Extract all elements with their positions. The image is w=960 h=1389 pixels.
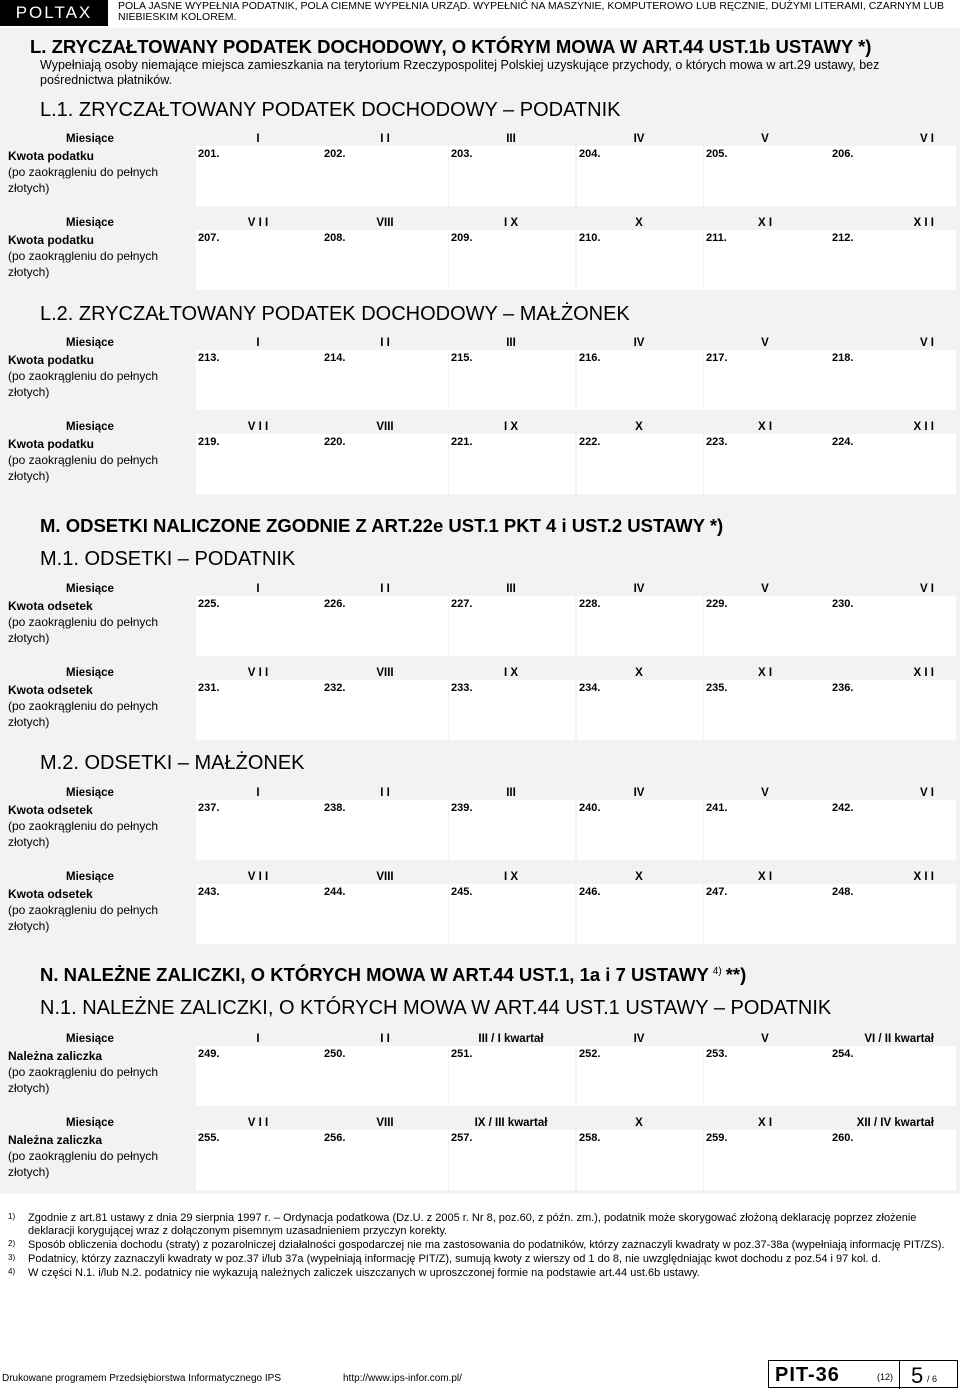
field-number: 202. — [324, 148, 346, 160]
month-header: V — [761, 1033, 769, 1045]
month-header: V I I — [247, 871, 269, 883]
amount-field[interactable] — [704, 350, 830, 410]
field-number: 254. — [832, 1048, 854, 1060]
amount-field[interactable] — [704, 884, 830, 944]
field-number: 259. — [706, 1132, 728, 1144]
amount-field[interactable] — [830, 680, 956, 740]
amount-field[interactable] — [577, 596, 703, 656]
amount-field[interactable] — [577, 350, 703, 410]
month-header: I — [256, 133, 260, 145]
field-number: 208. — [324, 232, 346, 244]
section-l2-title: L.2. ZRYCZAŁTOWANY PODATEK DOCHODOWY – MAŁŻONEK — [40, 303, 630, 325]
field-number: 238. — [324, 802, 346, 814]
month-header: I — [256, 337, 260, 349]
section-n-title — [40, 964, 746, 986]
footnote-mark: 3) — [8, 1253, 16, 1262]
field-number: 205. — [706, 148, 728, 160]
field-number: 232. — [324, 682, 346, 694]
amount-field[interactable] — [196, 1130, 322, 1190]
month-header: X I I — [913, 421, 934, 433]
field-number: 253. — [706, 1048, 728, 1060]
amount-field[interactable] — [577, 800, 703, 860]
field-number: 209. — [451, 232, 473, 244]
months-label: Miesiące — [66, 1033, 114, 1045]
amount-field[interactable] — [449, 1046, 575, 1106]
month-header: X I I — [913, 871, 934, 883]
amount-field[interactable] — [196, 680, 322, 740]
top-bar — [0, 0, 960, 26]
amount-field[interactable] — [322, 1046, 448, 1106]
field-number: 237. — [198, 802, 220, 814]
month-header: X I I — [913, 667, 934, 679]
field-number: 248. — [832, 886, 854, 898]
field-number: 226. — [324, 598, 346, 610]
footnote-ref: 4) — [712, 965, 722, 977]
month-header: I X — [503, 667, 519, 679]
amount-field[interactable] — [322, 1130, 448, 1190]
amount-field[interactable] — [196, 230, 322, 290]
field-number: 221. — [451, 436, 473, 448]
month-header: I I — [380, 133, 390, 145]
field-number: 228. — [579, 598, 601, 610]
months-label: Miesiące — [66, 871, 114, 883]
form-code: PIT-36 — [775, 1364, 840, 1386]
field-number: 243. — [198, 886, 220, 898]
rounding-note: (po zaokrągleniu do pełnych złotych) — [8, 903, 159, 933]
field-number: 215. — [451, 352, 473, 364]
amount-field[interactable] — [830, 596, 956, 656]
amount-field[interactable] — [704, 1130, 830, 1190]
month-header: IV — [633, 787, 645, 799]
field-number: 224. — [832, 436, 854, 448]
footnote-mark: 1) — [8, 1212, 16, 1221]
month-header: VIII — [376, 1117, 394, 1129]
month-header: VIII — [376, 217, 394, 229]
field-number: 251. — [451, 1048, 473, 1060]
field-number: 213. — [198, 352, 220, 364]
row-label: Kwota odsetek — [8, 683, 93, 697]
months-label: Miesiące — [66, 787, 114, 799]
amount-field[interactable] — [196, 350, 322, 410]
amount-field[interactable] — [449, 434, 575, 494]
field-number: 244. — [324, 886, 346, 898]
amount-field[interactable] — [196, 434, 322, 494]
months-label: Miesiące — [66, 421, 114, 433]
form-id-divider — [899, 1361, 900, 1389]
field-number: 239. — [451, 802, 473, 814]
month-header: III — [506, 133, 516, 145]
row-label: Kwota podatku — [8, 233, 94, 247]
field-number: 235. — [706, 682, 728, 694]
field-number: 217. — [706, 352, 728, 364]
field-number: 260. — [832, 1132, 854, 1144]
amount-field[interactable] — [577, 146, 703, 206]
month-header: IV — [633, 583, 645, 595]
months-label: Miesiące — [66, 217, 114, 229]
row-label: Kwota podatku — [8, 353, 94, 367]
amount-field[interactable] — [704, 680, 830, 740]
field-number: 212. — [832, 232, 854, 244]
amount-field[interactable] — [830, 1046, 956, 1106]
month-header: III — [506, 787, 516, 799]
section-l-description: Wypełniają osoby niemające miejsca zamieszkania na terytorium Rzeczypospolitej Polskiej uzyskujące przychody, o których mowa w art.29 ustawy, bez pośrednictwa płatników. — [40, 58, 880, 87]
field-number: 201. — [198, 148, 220, 160]
month-header: I I — [380, 583, 390, 595]
month-header: X I — [757, 421, 773, 433]
form-version: (12) — [877, 1372, 894, 1382]
rounding-note: (po zaokrągleniu do pełnych złotych) — [8, 1149, 159, 1179]
month-header: V I — [919, 337, 934, 349]
field-number: 207. — [198, 232, 220, 244]
rounding-note: (po zaokrągleniu do pełnych złotych) — [8, 165, 159, 195]
amount-field[interactable] — [704, 230, 830, 290]
field-number: 206. — [832, 148, 854, 160]
month-header: X — [635, 421, 643, 433]
field-number: 222. — [579, 436, 601, 448]
field-number: 242. — [832, 802, 854, 814]
section-n-title-text: N. NALEŻNE ZALICZKI, O KTÓRYCH MOWA W ART.44 UST.1, 1a i 7 USTAWY — [40, 964, 709, 985]
section-l-title: L. ZRYCZAŁTOWANY PODATEK DOCHODOWY, O KTÓRYM MOWA W ART.44 UST.1b USTAWY *) — [30, 36, 872, 57]
page-footer — [0, 1360, 960, 1388]
amount-field[interactable] — [322, 230, 448, 290]
footnote-text: Zgodnie z art.81 ustawy z dnia 29 sierpnia 1997 r. – Ordynacja podatkowa (Dz.U. z 2005 r. Nr 8, poz.60, z późn. zm.), podatnik może skorygować złożoną deklarację poprzez złożenie deklaracji korygującej wraz z dołączonym pisemnym uzasadnieniem przyczyn korekty. — [28, 1212, 917, 1237]
month-header: X I — [757, 1117, 773, 1129]
field-number: 256. — [324, 1132, 346, 1144]
field-number: 223. — [706, 436, 728, 448]
rounding-note: (po zaokrągleniu do pełnych złotych) — [8, 615, 159, 645]
month-header: IX / III kwartał — [474, 1117, 548, 1129]
field-number: 218. — [832, 352, 854, 364]
month-header: V I I — [247, 217, 269, 229]
field-number: 210. — [579, 232, 601, 244]
row-label: Kwota podatku — [8, 437, 94, 451]
field-number: 214. — [324, 352, 346, 364]
amount-field[interactable] — [196, 884, 322, 944]
fill-instructions: POLA JASNE WYPEŁNIA PODATNIK, POLA CIEMNE WYPEŁNIA URZĄD. WYPEŁNIĆ NA MASZYNIE, KOMPUTEROWO LUB RĘCZNIE, DUŻYMI LITERAMI, CZARNYM LUB NIEBIESKIM KOLOREM. — [118, 0, 944, 23]
amount-field[interactable] — [196, 1046, 322, 1106]
amount-field[interactable] — [449, 800, 575, 860]
amount-field[interactable] — [196, 146, 322, 206]
amount-field[interactable] — [196, 800, 322, 860]
month-header: VI / II kwartał — [864, 1033, 934, 1045]
amount-field[interactable] — [704, 146, 830, 206]
field-number: 236. — [832, 682, 854, 694]
footnotes — [8, 1212, 953, 1281]
section-m1-title: M.1. ODSETKI – PODATNIK — [40, 548, 296, 570]
section-m2-title: M.2. ODSETKI – MAŁŻONEK — [40, 752, 305, 774]
row-label: Należna zaliczka — [8, 1133, 103, 1147]
printer-url[interactable]: http://www.ips-infor.com.pl/ — [343, 1373, 462, 1384]
month-header: V — [761, 337, 769, 349]
amount-field[interactable] — [704, 596, 830, 656]
month-header: V I — [919, 787, 934, 799]
rounding-note: (po zaokrągleniu do pełnych złotych) — [8, 1065, 159, 1095]
amount-field[interactable] — [449, 596, 575, 656]
amount-field[interactable] — [830, 1130, 956, 1190]
field-number: 240. — [579, 802, 601, 814]
field-number: 246. — [579, 886, 601, 898]
amount-field[interactable] — [830, 800, 956, 860]
field-number: 225. — [198, 598, 220, 610]
months-label: Miesiące — [66, 133, 114, 145]
section-n-title-suffix: **) — [725, 964, 747, 985]
footnote-mark: 2) — [8, 1239, 16, 1248]
amount-field[interactable] — [449, 680, 575, 740]
month-header: X I — [757, 667, 773, 679]
field-number: 220. — [324, 436, 346, 448]
amount-field[interactable] — [704, 434, 830, 494]
month-header: VIII — [376, 871, 394, 883]
month-header: III / I kwartał — [478, 1033, 544, 1045]
field-number: 258. — [579, 1132, 601, 1144]
footnote-text: Sposób obliczenia dochodu (straty) z pozarolniczej działalności gospodarczej nie ma zastosowania do podatników, którzy zaznaczyli kwadraty w poz.37-38a (wypełniają informację PIT/ZS). — [28, 1239, 945, 1251]
printer-note: Drukowane programem Przedsiębiorstwa Informatycznego IPS — [2, 1373, 282, 1384]
months-label: Miesiące — [66, 667, 114, 679]
amount-field[interactable] — [577, 1046, 703, 1106]
field-number: 252. — [579, 1048, 601, 1060]
footnote — [8, 1212, 953, 1238]
month-header: X I I — [913, 217, 934, 229]
amount-field[interactable] — [449, 230, 575, 290]
month-header: X I — [757, 871, 773, 883]
amount-field[interactable] — [830, 350, 956, 410]
field-number: 233. — [451, 682, 473, 694]
amount-field[interactable] — [322, 680, 448, 740]
form-id-box — [768, 1360, 958, 1388]
amount-field[interactable] — [322, 800, 448, 860]
amount-field[interactable] — [577, 884, 703, 944]
amount-field[interactable] — [449, 1130, 575, 1190]
field-number: 230. — [832, 598, 854, 610]
month-header: I — [256, 583, 260, 595]
month-header: V I I — [247, 421, 269, 433]
month-header: X — [635, 217, 643, 229]
month-header: I X — [503, 217, 519, 229]
footnote — [8, 1239, 953, 1252]
footnote-mark: 4) — [8, 1267, 16, 1276]
month-header: I X — [503, 871, 519, 883]
field-number: 241. — [706, 802, 728, 814]
amount-field[interactable] — [577, 230, 703, 290]
brand-logo: POLTAX — [0, 0, 108, 26]
amount-field[interactable] — [322, 434, 448, 494]
month-header: X — [635, 871, 643, 883]
footnote — [8, 1253, 953, 1266]
field-number: 234. — [579, 682, 601, 694]
amount-field[interactable] — [322, 884, 448, 944]
footnote-text: Podatnicy, którzy zaznaczyli kwadraty w poz.37 i/lub 37a (wypełniają informację PIT/Z), sumują kwoty z wierszy od 1 do 8, nie uwzględniając kwot dochodu z poz.54 i 97 kol. d. — [28, 1253, 881, 1265]
rounding-note: (po zaokrągleniu do pełnych złotych) — [8, 699, 159, 729]
amount-field[interactable] — [704, 800, 830, 860]
amount-field[interactable] — [704, 1046, 830, 1106]
month-header: IV — [633, 337, 645, 349]
row-label: Kwota podatku — [8, 149, 94, 163]
field-number: 203. — [451, 148, 473, 160]
field-number: 211. — [706, 232, 727, 244]
rounding-note: (po zaokrągleniu do pełnych złotych) — [8, 249, 159, 279]
rounding-note: (po zaokrągleniu do pełnych złotych) — [8, 453, 159, 483]
amount-field[interactable] — [322, 596, 448, 656]
field-number: 227. — [451, 598, 473, 610]
month-header: I I — [380, 337, 390, 349]
month-header: X I — [757, 217, 773, 229]
month-header: I I — [380, 787, 390, 799]
month-header: V — [761, 583, 769, 595]
month-header: IV — [633, 133, 645, 145]
field-number: 245. — [451, 886, 473, 898]
field-number: 250. — [324, 1048, 346, 1060]
page-number: 5 — [911, 1363, 924, 1388]
month-header: III — [506, 583, 516, 595]
footnote-text: W części N.1. i/lub N.2. podatnicy nie wykazują należnych zaliczek uiszczanych w uproszczonej formie na podstawie art.44 ust.6b ustawy. — [28, 1267, 700, 1279]
field-number: 247. — [706, 886, 728, 898]
amount-field[interactable] — [196, 596, 322, 656]
amount-field[interactable] — [449, 350, 575, 410]
field-number: 257. — [451, 1132, 473, 1144]
rounding-note: (po zaokrągleniu do pełnych złotych) — [8, 819, 159, 849]
amount-field[interactable] — [449, 146, 575, 206]
months-label: Miesiące — [66, 1117, 114, 1129]
rounding-note: (po zaokrągleniu do pełnych złotych) — [8, 369, 159, 399]
row-label: Kwota odsetek — [8, 803, 93, 817]
amount-field[interactable] — [577, 680, 703, 740]
month-header: V I I — [247, 667, 269, 679]
field-number: 204. — [579, 148, 601, 160]
month-header: V I I — [247, 1117, 269, 1129]
section-n1-title: N.1. NALEŻNE ZALICZKI, O KTÓRYCH MOWA W ART.44 UST.1 USTAWY – PODATNIK — [40, 997, 832, 1019]
months-label: Miesiące — [66, 337, 114, 349]
month-header: X — [635, 1117, 643, 1129]
amount-field[interactable] — [577, 1130, 703, 1190]
amount-field[interactable] — [830, 884, 956, 944]
amount-field[interactable] — [830, 146, 956, 206]
row-label: Kwota odsetek — [8, 599, 93, 613]
amount-field[interactable] — [322, 350, 448, 410]
amount-field[interactable] — [830, 434, 956, 494]
month-header: XII / IV kwartał — [856, 1117, 934, 1129]
month-header: V I — [919, 583, 934, 595]
amount-field[interactable] — [830, 230, 956, 290]
month-header: IV — [633, 1033, 645, 1045]
field-number: 249. — [198, 1048, 220, 1060]
row-label: Należna zaliczka — [8, 1049, 103, 1063]
amount-field[interactable] — [322, 146, 448, 206]
amount-field[interactable] — [449, 884, 575, 944]
month-header: X — [635, 667, 643, 679]
month-header: I — [256, 1033, 260, 1045]
amount-field[interactable] — [577, 434, 703, 494]
field-number: 255. — [198, 1132, 220, 1144]
field-number: 231. — [198, 682, 220, 694]
field-number: 216. — [579, 352, 601, 364]
month-header: V — [761, 787, 769, 799]
page-total: / 6 — [927, 1374, 938, 1384]
month-header: VIII — [376, 421, 394, 433]
month-header: III — [506, 337, 516, 349]
month-header: VIII — [376, 667, 394, 679]
section-l1-title: L.1. ZRYCZAŁTOWANY PODATEK DOCHODOWY – PODATNIK — [40, 99, 621, 121]
field-number: 229. — [706, 598, 728, 610]
month-header: I — [256, 787, 260, 799]
month-header: V — [761, 133, 769, 145]
footnote — [8, 1267, 953, 1280]
month-header: V I — [919, 133, 934, 145]
field-number: 219. — [198, 436, 220, 448]
section-m-title: M. ODSETKI NALICZONE ZGODNIE Z ART.22e UST.1 PKT 4 i UST.2 USTAWY *) — [40, 515, 724, 536]
row-label: Kwota odsetek — [8, 887, 93, 901]
month-header: I I — [380, 1033, 390, 1045]
month-header: I X — [503, 421, 519, 433]
months-label: Miesiące — [66, 583, 114, 595]
